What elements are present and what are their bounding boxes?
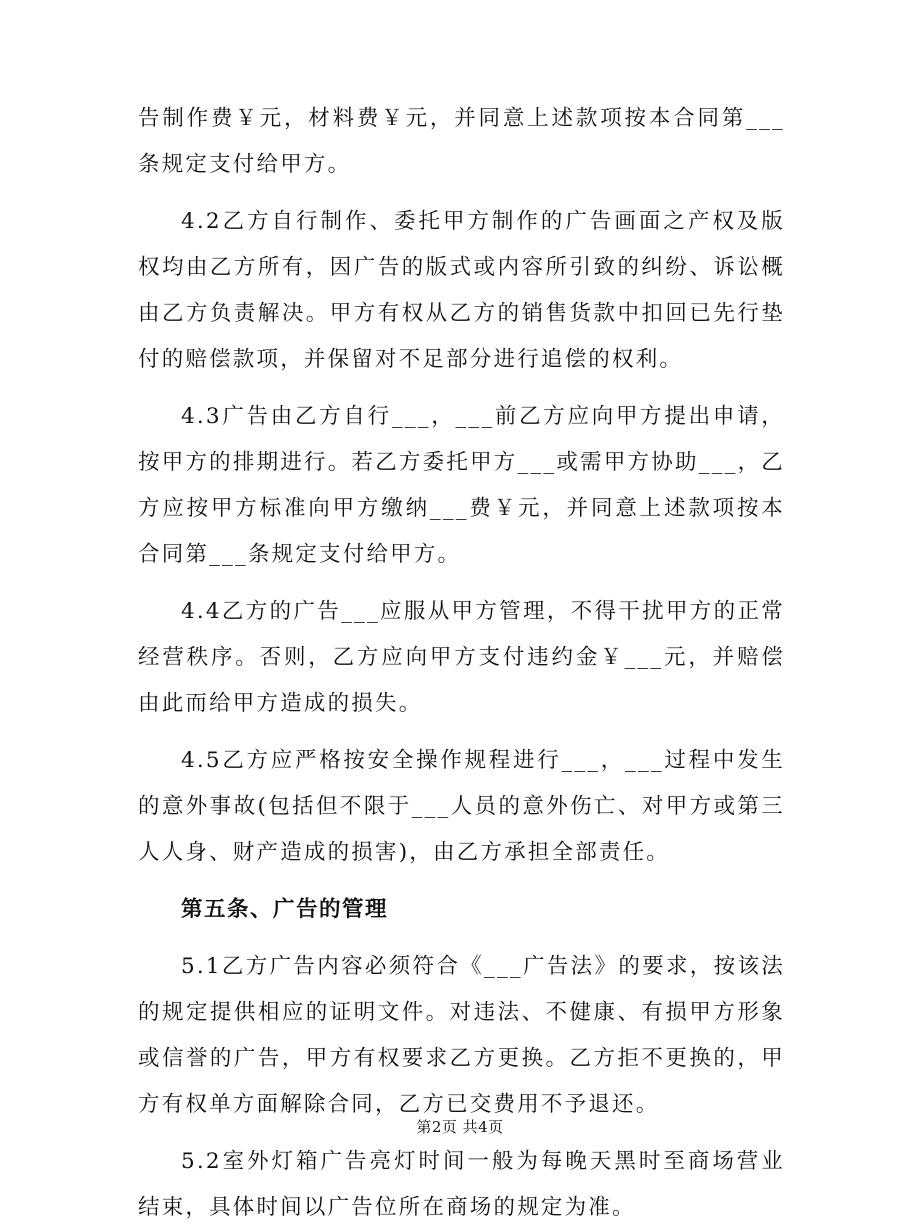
clause-4-5: 4.5乙方应严格按安全操作规程进行___，___过程中发生的意外事故(包括但不限于___人员的意外伤亡、对甲方或第三人人身、财产造成的损害)，由乙方承担全部责任。	[138, 748, 785, 865]
document-body	[138, 96, 785, 1231]
clause-4-2: 4.2乙方自行制作、委托甲方制作的广告画面之产权及版权均由乙方所有，因广告的版式或内容所引致的纠纷、诉讼概由乙方负责解决。甲方有权从乙方的销售货款中扣回已先行垫付的赔偿款项，并保留对不足部分进行追偿的权利。	[138, 209, 785, 372]
clause-5-1: 5.1乙方广告内容必须符合《___广告法》的要求，按该法的规定提供相应的证明文件。对违法、不健康、有损甲方形象或信誉的广告，甲方有权要求乙方更换。乙方拒不更换的，甲方有权单方面解除合同，乙方已交费用不予退还。	[138, 954, 785, 1117]
clause-4-4: 4.4乙方的广告___应服从甲方管理，不得干扰甲方的正常经营秩序。否则，乙方应向甲方支付违约金￥___元，并赔偿由此而给甲方造成的损失。	[138, 599, 785, 716]
clause-5-2: 5.2室外灯箱广告亮灯时间一般为每晚天黑时至商场营业结束，具体时间以广告位所在商场的规定为准。	[138, 1149, 785, 1220]
section-heading-article-5: 第五条、广告的管理	[181, 897, 389, 922]
page-footer	[0, 1117, 920, 1137]
clause-4-3: 4.3广告由乙方自行___，___前乙方应向甲方提出申请，按甲方的排期进行。若乙方委托甲方___或需甲方协助___，乙方应按甲方标准向甲方缴纳___费￥元，并同意上述款项按本合同第___条规定支付给甲方。	[138, 404, 785, 567]
page-number: 第2页 共4页	[416, 1118, 504, 1136]
paragraph-continuation: 告制作费￥元，材料费￥元，并同意上述款项按本合同第___条规定支付给甲方。	[138, 106, 785, 177]
